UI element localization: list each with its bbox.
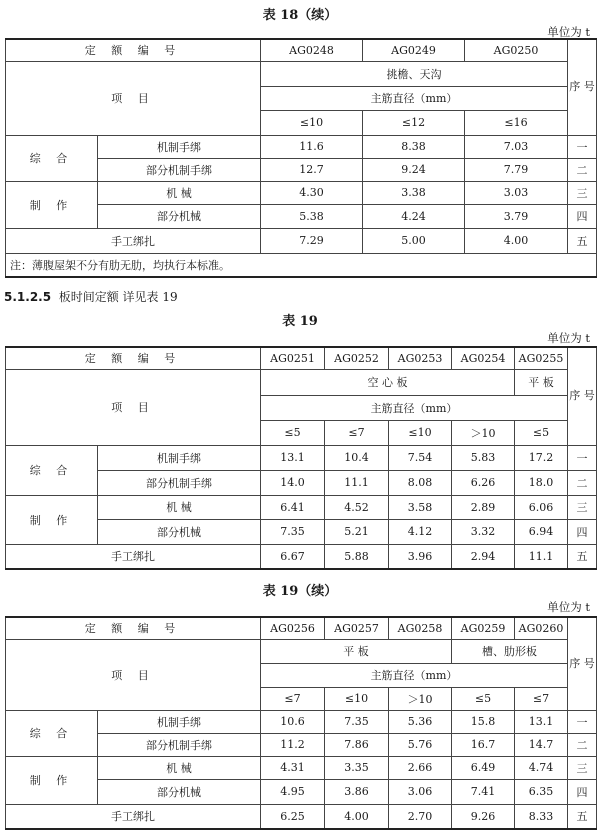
category-combined: 综 合: [6, 445, 98, 495]
value-cell: 3.96: [389, 544, 452, 569]
seq-cell: 二: [568, 158, 597, 181]
table19-diameter: ＞10: [452, 420, 515, 445]
value-cell: 4.31: [261, 756, 325, 779]
value-cell: 10.4: [325, 445, 389, 470]
value-cell: 4.00: [465, 228, 568, 253]
table-row: [6, 445, 597, 470]
seq-cell: 三: [568, 495, 597, 519]
table19-seq-header: 序 号: [568, 347, 597, 445]
value-cell: 6.41: [261, 495, 325, 519]
category-combined: 综 合: [6, 135, 98, 181]
seq-cell: 五: [568, 804, 597, 829]
section-text: 板时间定额 详见表 19: [58, 290, 178, 304]
seq-cell: 三: [568, 181, 597, 204]
value-cell: 6.49: [452, 756, 515, 779]
value-cell: 7.29: [261, 228, 363, 253]
value-cell: 6.25: [261, 804, 325, 829]
category-combined: 综 合: [6, 710, 98, 756]
section-number: 5.1.2.5: [4, 290, 52, 304]
section-heading: [4, 288, 178, 305]
value-cell: 11.6: [261, 135, 363, 158]
table19-code: AG0251: [261, 347, 325, 369]
table18-code: AG0248: [261, 39, 363, 61]
table19-code: AG0252: [325, 347, 389, 369]
value-cell: 8.33: [515, 804, 568, 829]
table19-diameter: ≤5: [261, 420, 325, 445]
seq-cell: 四: [568, 519, 597, 544]
value-cell: 6.67: [261, 544, 325, 569]
seq-cell: 五: [568, 544, 597, 569]
table18-diameter: ≤12: [363, 110, 465, 135]
table-row: [6, 756, 597, 779]
table19c-diameter: ≤7: [515, 687, 568, 710]
value-cell: 12.7: [261, 158, 363, 181]
value-cell: 5.88: [325, 544, 389, 569]
table-row: [6, 181, 597, 204]
table19c-code-row: [6, 617, 597, 639]
seq-cell: 二: [568, 470, 597, 495]
table18-unit: 单位为 t: [547, 25, 590, 39]
value-cell: 5.76: [389, 733, 452, 756]
value-cell: 3.79: [465, 204, 568, 228]
value-cell: 8.08: [389, 470, 452, 495]
value-cell: 8.38: [363, 135, 465, 158]
seq-cell: 五: [568, 228, 597, 253]
row-label: 部分机械: [98, 204, 261, 228]
table18-note: 注：薄腹屋架不分有肋无肋，均执行本标准。: [6, 253, 597, 277]
row-label: 部分机械: [98, 779, 261, 804]
table19c-title: 表 19（续）: [262, 584, 338, 599]
table19c-diameter: ≤10: [325, 687, 389, 710]
row-label: 机制手绑: [98, 710, 261, 733]
row-label: 部分机制手绑: [98, 158, 261, 181]
value-cell: 7.79: [465, 158, 568, 181]
table-row: [6, 495, 597, 519]
seq-cell: 一: [568, 710, 597, 733]
value-cell: 5.36: [389, 710, 452, 733]
value-cell: 11.1: [325, 470, 389, 495]
value-cell: 14.0: [261, 470, 325, 495]
value-cell: 4.24: [363, 204, 465, 228]
row-label: 部分机制手绑: [98, 733, 261, 756]
value-cell: 5.38: [261, 204, 363, 228]
value-cell: 4.95: [261, 779, 325, 804]
table18-group-header: 挑檐、天沟: [261, 61, 568, 86]
table19c-seq-header: 序 号: [568, 617, 597, 710]
value-cell: 3.38: [363, 181, 465, 204]
seq-cell: 三: [568, 756, 597, 779]
value-cell: 13.1: [261, 445, 325, 470]
value-cell: 9.26: [452, 804, 515, 829]
value-cell: 10.6: [261, 710, 325, 733]
category-make: 制 作: [6, 495, 98, 544]
value-cell: 4.30: [261, 181, 363, 204]
seq-cell: 四: [568, 204, 597, 228]
table19: [5, 346, 597, 570]
value-cell: 11.1: [515, 544, 568, 569]
row-label: 手工绑扎: [6, 804, 261, 829]
row-label: 手工绑扎: [6, 228, 261, 253]
table19-code: AG0254: [452, 347, 515, 369]
table19-quota-label: 定 额 编 号: [6, 347, 261, 369]
table19c-diameter: ＞10: [389, 687, 452, 710]
table19-item-label: 项 目: [6, 369, 261, 445]
table19-group-b: 平 板: [515, 369, 568, 395]
value-cell: 2.89: [452, 495, 515, 519]
category-make: 制 作: [6, 756, 98, 804]
table18-diameter-label: 主筋直径（mm）: [261, 86, 568, 110]
seq-cell: 一: [568, 135, 597, 158]
value-cell: 17.2: [515, 445, 568, 470]
value-cell: 7.03: [465, 135, 568, 158]
table-row: [6, 135, 597, 158]
table18-seq-header: 序 号: [568, 39, 597, 135]
value-cell: 4.74: [515, 756, 568, 779]
value-cell: 3.86: [325, 779, 389, 804]
table19c-group-row: [6, 639, 597, 663]
table19-diameter: ≤7: [325, 420, 389, 445]
value-cell: 7.54: [389, 445, 452, 470]
table18-code-row: [6, 39, 597, 61]
table18-diameter: ≤16: [465, 110, 568, 135]
value-cell: 4.52: [325, 495, 389, 519]
table19-unit: 单位为 t: [547, 331, 590, 345]
value-cell: 3.03: [465, 181, 568, 204]
table19-diameter-label: 主筋直径（mm）: [261, 395, 568, 420]
table19-diameter: ≤5: [515, 420, 568, 445]
value-cell: 7.41: [452, 779, 515, 804]
row-label: 部分机械: [98, 519, 261, 544]
table19c-group-b: 槽、肋形板: [452, 639, 568, 663]
table19c: [5, 616, 597, 830]
value-cell: 3.35: [325, 756, 389, 779]
note-row: [6, 253, 597, 277]
value-cell: 6.94: [515, 519, 568, 544]
table18: [5, 38, 597, 278]
value-cell: 2.70: [389, 804, 452, 829]
table-row: [6, 544, 597, 569]
table19c-item-label: 项 目: [6, 639, 261, 710]
value-cell: 9.24: [363, 158, 465, 181]
table18-diameter: ≤10: [261, 110, 363, 135]
table19-diameter: ≤10: [389, 420, 452, 445]
value-cell: 6.06: [515, 495, 568, 519]
value-cell: 6.26: [452, 470, 515, 495]
table18-code: AG0250: [465, 39, 568, 61]
category-make: 制 作: [6, 181, 98, 228]
value-cell: 15.8: [452, 710, 515, 733]
table19c-quota-label: 定 额 编 号: [6, 617, 261, 639]
value-cell: 5.00: [363, 228, 465, 253]
value-cell: 3.06: [389, 779, 452, 804]
value-cell: 4.12: [389, 519, 452, 544]
table19c-code: AG0258: [389, 617, 452, 639]
row-label: 机制手绑: [98, 445, 261, 470]
table19c-group-a: 平 板: [261, 639, 452, 663]
value-cell: 13.1: [515, 710, 568, 733]
table19c-code: AG0256: [261, 617, 325, 639]
table19c-diameter: ≤5: [452, 687, 515, 710]
row-label: 部分机制手绑: [98, 470, 261, 495]
value-cell: 2.94: [452, 544, 515, 569]
table19c-code: AG0257: [325, 617, 389, 639]
table19-code-row: [6, 347, 597, 369]
value-cell: 14.7: [515, 733, 568, 756]
row-label: 机 械: [98, 181, 261, 204]
table19-code: AG0255: [515, 347, 568, 369]
value-cell: 16.7: [452, 733, 515, 756]
table19-title: 表 19: [282, 314, 318, 329]
table18-item-label: 项 目: [6, 61, 261, 135]
table19c-diameter: ≤7: [261, 687, 325, 710]
table-row: [6, 710, 597, 733]
table19c-diameter-label: 主筋直径（mm）: [261, 663, 568, 687]
row-label: 手工绑扎: [6, 544, 261, 569]
table19c-unit: 单位为 t: [547, 600, 590, 614]
table-row: [6, 228, 597, 253]
value-cell: 5.21: [325, 519, 389, 544]
table18-group-row: [6, 61, 597, 86]
table19c-code: AG0260: [515, 617, 568, 639]
table18-title: 表 18（续）: [262, 8, 338, 23]
row-label: 机 械: [98, 495, 261, 519]
value-cell: 7.86: [325, 733, 389, 756]
value-cell: 6.35: [515, 779, 568, 804]
value-cell: 2.66: [389, 756, 452, 779]
value-cell: 4.00: [325, 804, 389, 829]
table19-group-a: 空 心 板: [261, 369, 515, 395]
value-cell: 18.0: [515, 470, 568, 495]
row-label: 机 械: [98, 756, 261, 779]
table-row: [6, 804, 597, 829]
value-cell: 5.83: [452, 445, 515, 470]
table19c-code: AG0259: [452, 617, 515, 639]
table18-quota-label: 定 额 编 号: [6, 39, 261, 61]
value-cell: 3.58: [389, 495, 452, 519]
value-cell: 7.35: [261, 519, 325, 544]
seq-cell: 四: [568, 779, 597, 804]
value-cell: 7.35: [325, 710, 389, 733]
row-label: 机制手绑: [98, 135, 261, 158]
table19-code: AG0253: [389, 347, 452, 369]
value-cell: 3.32: [452, 519, 515, 544]
table19-group-row: [6, 369, 597, 395]
table18-code: AG0249: [363, 39, 465, 61]
seq-cell: 一: [568, 445, 597, 470]
value-cell: 11.2: [261, 733, 325, 756]
seq-cell: 二: [568, 733, 597, 756]
